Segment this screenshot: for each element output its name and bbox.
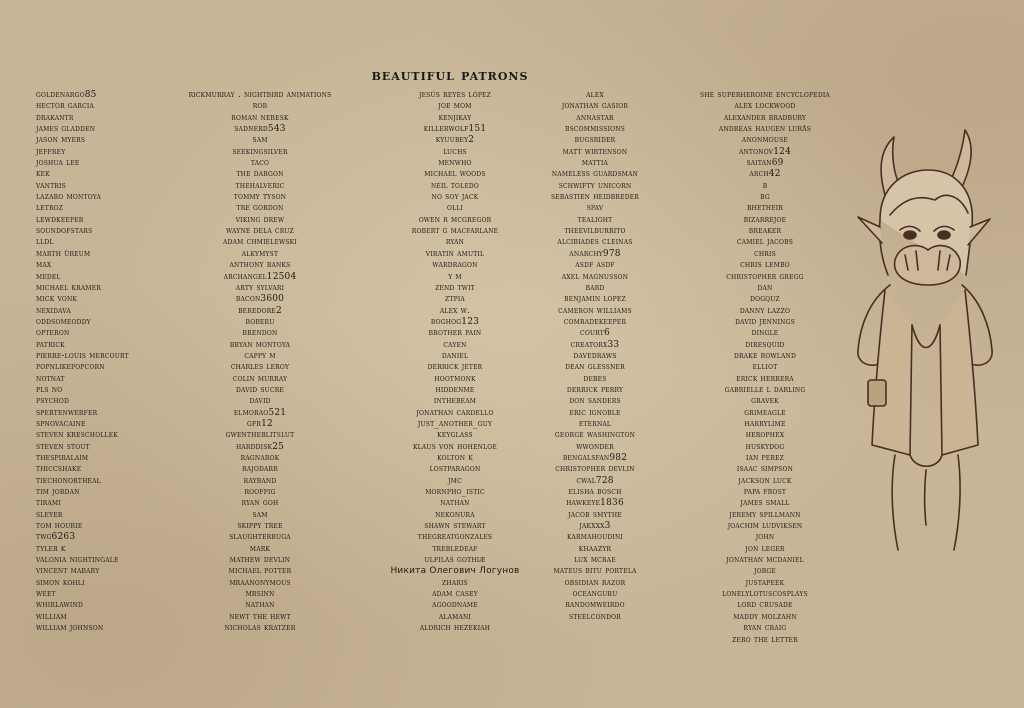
patron-name: mateus bitu portela	[553, 566, 637, 577]
patron-name: mattia	[581, 158, 609, 169]
patron-column-5	[670, 90, 860, 646]
patron-name: jackson luck	[738, 475, 792, 486]
patron-name: william johnson	[36, 623, 104, 634]
patron-name: colin murray	[232, 373, 288, 384]
patron-name: no soy jack	[431, 192, 479, 203]
patron-name: menwho	[438, 158, 472, 169]
patron-name: papa frost	[743, 487, 787, 498]
patron-name: matt wirtenson	[562, 146, 628, 157]
patron-name: wardragon	[432, 260, 478, 271]
patron-name: adam casey	[432, 589, 478, 600]
patron-name: arch42	[749, 169, 781, 180]
patron-name: joshua lee	[36, 158, 80, 169]
patron-name: ztpia	[445, 294, 465, 305]
patron-name: karmahoudini	[567, 532, 623, 543]
patron-name: bizarrejoe	[743, 214, 787, 225]
patron-name: kenjikay	[438, 112, 472, 123]
patron-name: eric ignoble	[569, 407, 621, 418]
patron-name: ulfilas gothiæ	[424, 555, 486, 566]
patron-name: vincent mabary	[36, 566, 100, 577]
patron-name: lord crusade	[737, 600, 793, 611]
patron-name: alex lockwood	[734, 101, 796, 112]
patron-name: david sucre	[235, 384, 285, 395]
patron-name: nexidava	[36, 305, 71, 316]
patron-name: bscommissions	[564, 124, 626, 135]
patron-name: isaac simpson	[736, 464, 794, 475]
patron-name: lazaro montoya	[36, 192, 101, 203]
patron-name: camiel jacobs	[736, 237, 794, 248]
patron-name: randomweirdo	[565, 600, 625, 611]
patron-name: tirami	[36, 498, 61, 509]
patron-name: newt the hewt	[229, 611, 291, 622]
patron-name: thegreatgonzales	[417, 532, 493, 543]
patron-name: cameron williams	[558, 305, 632, 316]
patron-name: alex w.	[439, 305, 471, 316]
patron-name: tiechonortheal	[36, 475, 101, 486]
patron-name: the dargon	[236, 169, 284, 180]
patron-name: benjamin lopez	[564, 294, 626, 305]
patron-name: luchs	[443, 146, 467, 157]
patron-name: brother pain	[428, 328, 482, 339]
patron-name: max	[36, 260, 52, 271]
patron-name: tyler k	[36, 543, 66, 554]
patron-name: james small	[740, 498, 790, 509]
patron-name: jason myers	[36, 135, 86, 146]
patron-name: cayen	[443, 339, 467, 350]
patron-name: killerwolf151	[423, 124, 487, 135]
patron-name: mick vonk	[36, 294, 78, 305]
patron-name: twg6263	[36, 532, 76, 543]
patron-name: sleyer	[36, 509, 63, 520]
patron-name: thespiralaim	[36, 453, 89, 463]
patron-name: kolton k	[437, 453, 473, 463]
patron-name: derrick perry	[566, 384, 624, 395]
patron-name: sebastien heidbreder	[550, 192, 639, 203]
patron-name: christopher devlin	[555, 464, 635, 475]
patron-name: viratin amutil	[425, 248, 485, 259]
patron-name: andreas haugen lurås	[718, 124, 812, 135]
patron-name: daniel	[441, 350, 469, 361]
patron-name: mornpho_istic	[425, 487, 485, 498]
patron-name: rajodarr	[242, 464, 278, 475]
patron-name: hootmonk	[434, 373, 476, 384]
patron-name: psychod	[36, 396, 69, 407]
patron-name: david jennings	[735, 316, 795, 327]
patron-name: gwentheblitslut	[225, 430, 295, 441]
patron-name: patrick	[36, 339, 65, 350]
patron-name: arty sylvari	[235, 282, 285, 293]
patron-name: kek	[36, 169, 50, 180]
patron-name: sam	[252, 509, 268, 520]
patron-name: bacon3600	[235, 294, 285, 305]
patron-name: nathan	[245, 600, 275, 611]
patron-name: michael kramer	[36, 282, 102, 293]
patron-name: alexander bradbury	[723, 112, 807, 123]
patron-name: marth ûreum	[36, 248, 91, 259]
patron-name: wwonder	[576, 441, 614, 452]
patron-name: theevilburrito	[564, 226, 626, 237]
patron-name: bugsrider	[574, 135, 616, 146]
patron-name: brendon	[242, 328, 278, 339]
patron-name: thiccshake	[36, 464, 82, 475]
patron-name: bg	[760, 192, 770, 203]
patron-name: mraanonymous	[229, 577, 291, 588]
patron-name: jonathan cardello	[416, 407, 494, 418]
patron-name: viking drew	[235, 214, 285, 225]
patron-name: simon kohli	[36, 577, 85, 588]
patron-name: maddy molzahn	[733, 611, 797, 622]
patron-name: spertenwerfer	[36, 407, 98, 418]
patron-name: khaazyr	[578, 543, 612, 554]
patron-name: inthebeam	[433, 396, 477, 407]
patron-name: cappy m	[244, 350, 276, 361]
patron-name: don sanders	[569, 396, 621, 407]
patron-name: hawkeye1836	[566, 498, 624, 509]
patron-name: wayne dela cruz	[225, 226, 295, 237]
patron-name: debes	[583, 373, 607, 384]
patron-name: derrick jeter	[427, 362, 483, 373]
patron-name: dogquz	[750, 294, 780, 305]
patron-name: gabrielle l darling	[724, 384, 806, 395]
patron-name: klaus von hohenloe	[413, 441, 497, 452]
patron-name: jonathan mcdaniel	[726, 555, 804, 566]
patron-name: adam chmielewski	[223, 237, 297, 248]
patron-name: axel magnusson	[561, 271, 629, 282]
patron-name: erick herrera	[736, 373, 794, 384]
patron-name: pierre-louis mercourt	[36, 350, 129, 361]
patron-name: mark	[249, 543, 271, 554]
patron-name: oddsomeoddy	[36, 316, 91, 327]
patron-name: alex	[586, 90, 604, 100]
patron-name: steelcondor	[568, 611, 622, 622]
patron-name: annastar	[576, 112, 614, 123]
patron-name: lostparagon	[429, 464, 481, 475]
patron-name: schwifty unicorn	[558, 180, 632, 191]
patron-name: jacob smythe	[568, 509, 622, 520]
patron-name: seekingsilver	[232, 146, 288, 157]
patron-name: michael potter	[228, 566, 292, 577]
patron-name: letroz	[36, 203, 64, 214]
patron-name: boghog123	[430, 316, 480, 327]
patron-name: zharis	[442, 577, 468, 588]
patron-name: steven kreschollek	[36, 430, 118, 441]
patron-name: roman nebesk	[231, 112, 289, 123]
patron-name: beredore2	[238, 305, 282, 316]
patron-name: oceanguru	[572, 589, 618, 600]
patron-name: elliot	[752, 362, 778, 373]
patron-name: harddisk25	[235, 441, 285, 452]
patron-name: jorge	[753, 566, 776, 577]
patron-name: spnovacaine	[36, 418, 86, 429]
page-title: beautiful patrons	[371, 66, 529, 84]
patron-name: elmorao521	[233, 407, 287, 418]
patron-name: archangel12504	[223, 271, 297, 282]
patron-name: davedraws	[573, 350, 617, 361]
patron-name: taco	[250, 158, 270, 169]
patron-name: ragnarok	[240, 453, 280, 463]
patron-name: medel	[36, 271, 61, 282]
patron-name: nicholas kratzer	[224, 623, 296, 634]
patron-name: rickmurray . nightbird animations	[188, 90, 332, 100]
patron-name: james gladden	[36, 124, 96, 135]
patron-name: bryan montoya	[229, 339, 291, 350]
patron-name: agoodname	[432, 600, 478, 611]
patron-name: obsidian razor	[564, 577, 626, 588]
patron-name: antonov124	[738, 146, 792, 157]
patron-name: anonmouse	[741, 135, 789, 146]
patron-name: joe mom	[438, 101, 472, 112]
patron-name: tommy tyson	[233, 192, 287, 203]
patron-name: cwal728	[576, 475, 614, 486]
patron-name: olli	[446, 203, 464, 214]
patron-name: tom hourie	[36, 521, 83, 532]
patron-column-3	[380, 90, 530, 635]
patron-name: notnat	[36, 373, 65, 384]
patron-name: lewdkeeper	[36, 214, 84, 225]
patron-name: lldl	[36, 237, 54, 248]
patron-name: alkymyst	[241, 248, 279, 259]
patron-name: alamani	[438, 611, 472, 622]
character-illustration	[850, 125, 1000, 555]
patron-name: joachim ludviksen	[727, 521, 803, 532]
patron-name: harrylime	[744, 418, 786, 429]
patron-name: pls no	[36, 384, 63, 395]
patron-name: chris	[754, 248, 776, 259]
patron-name: sadnerd543	[234, 124, 286, 135]
patron-name: anthony banks	[229, 260, 291, 271]
patron-name: trebledeaf	[432, 543, 478, 554]
patron-name: grimeagle	[744, 407, 786, 418]
patron-name: popnlikepopcorn	[36, 362, 105, 373]
patron-name: jesús reyes lópez	[418, 90, 492, 100]
patron-column-1	[36, 90, 129, 635]
patron-name: creatorx33	[570, 339, 620, 350]
patron-name: tealight	[577, 214, 613, 225]
patron-name: ryan goh	[241, 498, 279, 509]
patron-name: ian perez	[745, 453, 785, 463]
patron-name: keyglass	[437, 430, 473, 441]
patron-name: hector garcia	[36, 101, 95, 112]
patron-name: vantris	[36, 180, 66, 191]
patron-name: comradekeeper	[563, 316, 627, 327]
patron-name: nathan	[440, 498, 470, 509]
patron-name: opteron	[36, 328, 70, 339]
patron-name: justapeek	[745, 577, 785, 588]
patron-name: bhetheir	[746, 203, 784, 214]
patron-name: saitan69	[746, 158, 784, 169]
patron-name: huskydog	[745, 441, 785, 452]
patron-name: nekonura	[435, 509, 475, 520]
patron-name: gravek	[751, 396, 779, 407]
patron-name: sam	[252, 135, 268, 146]
patron-name: charles leroy	[230, 362, 290, 373]
patron-name: jeffrey	[36, 146, 66, 157]
patron-name: roofpig	[244, 487, 276, 498]
patron-name: b	[762, 180, 768, 191]
patron-name: zero the letter	[732, 634, 798, 645]
patron-column-2	[150, 90, 370, 635]
patron-name: jon leger	[745, 543, 785, 554]
patron-name: whirlawind	[36, 600, 83, 611]
patron-name: neil toledo	[430, 180, 480, 191]
patron-name: dan	[757, 282, 773, 293]
patron-name: jmc	[448, 475, 462, 486]
patron-name: gfr12	[247, 418, 273, 429]
patron-name: dean glessner	[565, 362, 625, 373]
patron-name: ryan craig	[743, 623, 787, 634]
patron-name: herophex	[745, 430, 785, 441]
patron-name: elisha bosch	[568, 487, 622, 498]
patron-name: mathew devlin	[229, 555, 291, 566]
patron-name: goldenargo85	[36, 90, 97, 100]
patron-name: jonathan gasior	[561, 101, 629, 112]
patron-name: valonia nightingale	[36, 555, 119, 566]
patron-name: mrsinn	[245, 589, 275, 600]
patron-name: ryan	[445, 237, 465, 248]
patron-name: shawn stewart	[424, 521, 486, 532]
patron-column-4	[520, 90, 670, 623]
patron-name: skippy tree	[237, 521, 283, 532]
patron-name: tre gordon	[236, 203, 284, 214]
patron-name: david	[249, 396, 271, 407]
patron-name: bengalsfan982	[562, 453, 628, 463]
patron-name: y m	[448, 271, 462, 282]
patron-name: diresquid	[745, 339, 785, 350]
patron-name: nameless guardsman	[551, 169, 639, 180]
patron-name: eternal	[578, 418, 612, 429]
patron-name: zend twit	[435, 282, 475, 293]
patron-name: she superheroine encyclopedia	[700, 90, 830, 100]
patron-name: weet	[36, 589, 56, 600]
patron-name: rob	[252, 101, 268, 112]
patron-name: spav	[586, 203, 604, 214]
patron-name: danny lazzo	[739, 305, 791, 316]
patron-name: william	[36, 611, 67, 622]
patron-name: slaughterbuga	[229, 532, 291, 543]
patron-name: drake rowland	[734, 350, 796, 361]
patron-name: owen r mcgregor	[418, 214, 492, 225]
patron-name: just_another_guy	[417, 418, 493, 429]
patron-name: bard	[585, 282, 605, 293]
patron-name: boberu	[245, 316, 275, 327]
patron-name: jakxxx3	[579, 521, 611, 532]
patron-name: rayband	[243, 475, 277, 486]
patron-name: jeremy spillmann	[729, 509, 801, 520]
patron-name: anarchy978	[569, 248, 621, 259]
patron-name: court6	[580, 328, 610, 339]
patron-name: michael woods	[424, 169, 486, 180]
patron-name: lonelylotuscosplays	[722, 589, 808, 600]
patron-name: dingle	[751, 328, 779, 339]
patron-name: robert g macfarlane	[411, 226, 499, 237]
patron-name: steven stout	[36, 441, 90, 452]
patron-name: george washington	[554, 430, 636, 441]
patron-name: asdf asdf	[575, 260, 615, 271]
patron-name: tim jordan	[36, 487, 80, 498]
patron-name: Никита Олегович Логунов	[390, 566, 520, 577]
patron-name: soundofstars	[36, 226, 93, 237]
patron-name: breaker	[748, 226, 782, 237]
patron-name: drakantr	[36, 112, 74, 123]
patron-name: alcibiades cleinas	[557, 237, 633, 248]
patron-name: christopher gregg	[726, 271, 804, 282]
patron-name: thehalveric	[235, 180, 285, 191]
patron-name: john	[755, 532, 775, 543]
patron-name: hiddenme	[435, 384, 475, 395]
patron-name: lux mcrae	[574, 555, 616, 566]
patron-name: aldrich hezekiah	[419, 623, 491, 634]
patron-name: chris lembo	[740, 260, 790, 271]
patron-name: kyuubey2	[435, 135, 475, 146]
